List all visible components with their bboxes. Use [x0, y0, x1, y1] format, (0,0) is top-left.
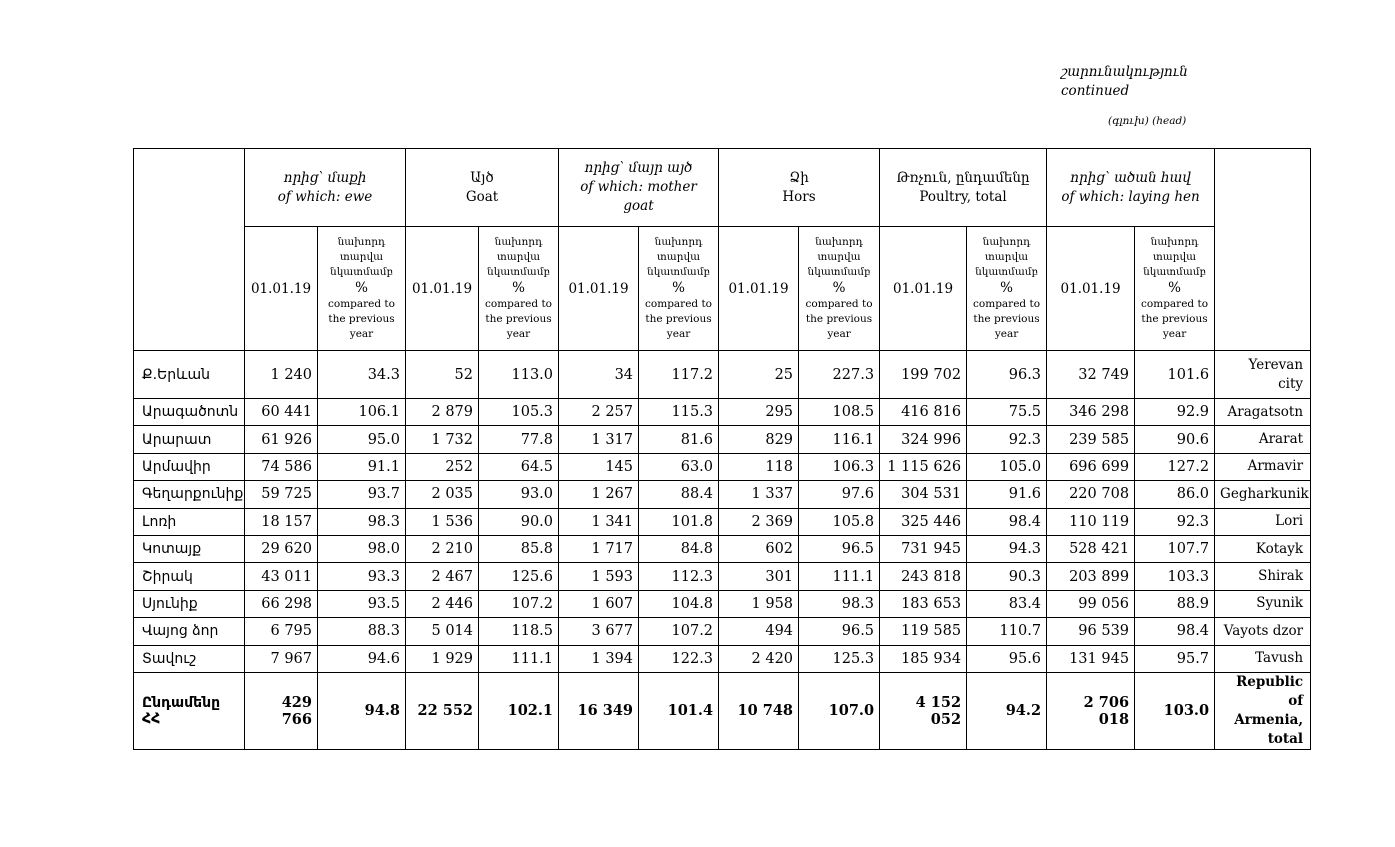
- value-cell: 243 818: [880, 563, 967, 590]
- value-cell: 75.5: [967, 399, 1047, 426]
- value-cell: 81.6: [639, 426, 719, 453]
- group-header-eng: Goat: [465, 188, 499, 205]
- value-cell: 1 929: [406, 645, 479, 672]
- value-cell: 60 441: [245, 399, 318, 426]
- value-cell: 77.8: [479, 426, 559, 453]
- pct-header: [318, 227, 406, 351]
- value-cell: 90.6: [1135, 426, 1215, 453]
- region-name-eng: Ararat: [1215, 426, 1311, 453]
- value-cell: 2 369: [719, 508, 799, 535]
- value-cell: 96 539: [1047, 618, 1135, 645]
- value-cell: 107.0: [799, 672, 880, 749]
- value-cell: 101.8: [639, 508, 719, 535]
- value-cell: 325 446: [880, 508, 967, 535]
- value-cell: 115.3: [639, 399, 719, 426]
- pct-header-sym: %: [672, 280, 685, 296]
- value-cell: 295: [719, 399, 799, 426]
- value-cell: 97.6: [799, 481, 880, 508]
- pct-header-sym: %: [1168, 280, 1181, 296]
- value-cell: 220 708: [1047, 481, 1135, 508]
- group-header: [245, 149, 406, 227]
- date-header: 01.01.19: [719, 227, 799, 351]
- value-cell: 118.5: [479, 618, 559, 645]
- value-cell: 101.6: [1135, 351, 1215, 399]
- table-row: [134, 535, 1311, 562]
- value-cell: 59 725: [245, 481, 318, 508]
- value-cell: 43 011: [245, 563, 318, 590]
- table-row: [134, 426, 1311, 453]
- value-cell: 324 996: [880, 426, 967, 453]
- value-cell: 92.3: [967, 426, 1047, 453]
- value-cell: 95.6: [967, 645, 1047, 672]
- value-cell: 95.7: [1135, 645, 1215, 672]
- value-cell: 111.1: [799, 563, 880, 590]
- value-cell: 18 157: [245, 508, 318, 535]
- value-cell: 94.6: [318, 645, 406, 672]
- value-cell: 829: [719, 426, 799, 453]
- value-cell: 103.0: [1135, 672, 1215, 749]
- value-cell: 96.5: [799, 618, 880, 645]
- value-cell: 110.7: [967, 618, 1047, 645]
- group-header-arm: Ձի: [789, 169, 809, 186]
- value-cell: 239 585: [1047, 426, 1135, 453]
- value-cell: 105.3: [479, 399, 559, 426]
- value-cell: 301: [719, 563, 799, 590]
- value-cell: 34: [559, 351, 639, 399]
- value-cell: 74 586: [245, 453, 318, 480]
- pct-header-arm: նախորդ տարվա նկատմամբ: [647, 236, 710, 278]
- value-cell: 131 945: [1047, 645, 1135, 672]
- value-cell: 199 702: [880, 351, 967, 399]
- pct-header-arm: նախորդ տարվա նկատմամբ: [487, 236, 550, 278]
- table-row: [134, 508, 1311, 535]
- pct-header-arm: նախորդ տարվա նկատմամբ: [1143, 236, 1207, 278]
- region-name-arm: Կոտայք: [134, 535, 245, 562]
- region-name-arm: Սյունիք: [134, 590, 245, 617]
- value-cell: 112.3: [639, 563, 719, 590]
- pct-header-eng: compared to the previous year: [485, 298, 552, 340]
- pct-header-arm: նախորդ տարվա նկատմամբ: [807, 236, 871, 278]
- value-cell: 119 585: [880, 618, 967, 645]
- value-cell: 1 394: [559, 645, 639, 672]
- group-header-arm: որից՝ մայր այծ: [584, 160, 693, 176]
- value-cell: 88.4: [639, 481, 719, 508]
- value-cell: 5 014: [406, 618, 479, 645]
- date-header: 01.01.19: [1047, 227, 1135, 351]
- value-cell: 88.9: [1135, 590, 1215, 617]
- value-cell: 125.3: [799, 645, 880, 672]
- value-cell: 1 607: [559, 590, 639, 617]
- region-name-eng: Kotayk: [1215, 535, 1311, 562]
- value-cell: 92.9: [1135, 399, 1215, 426]
- value-cell: 94.2: [967, 672, 1047, 749]
- group-header-eng: of which: mother goat: [580, 179, 697, 214]
- value-cell: 90.0: [479, 508, 559, 535]
- value-cell: 94.3: [967, 535, 1047, 562]
- continued-note: [1061, 63, 1188, 101]
- value-cell: 95.0: [318, 426, 406, 453]
- value-cell: 108.5: [799, 399, 880, 426]
- value-cell: 2 420: [719, 645, 799, 672]
- value-cell: 98.0: [318, 535, 406, 562]
- region-name-eng: Aragatsotn: [1215, 399, 1311, 426]
- value-cell: 111.1: [479, 645, 559, 672]
- value-cell: 64.5: [479, 453, 559, 480]
- value-cell: 98.4: [967, 508, 1047, 535]
- value-cell: 4 152 052: [880, 672, 967, 749]
- value-cell: 10 748: [719, 672, 799, 749]
- value-cell: 2 879: [406, 399, 479, 426]
- value-cell: 731 945: [880, 535, 967, 562]
- value-cell: 113.0: [479, 351, 559, 399]
- livestock-table: [133, 148, 1311, 750]
- value-cell: 145: [559, 453, 639, 480]
- table-body: [134, 351, 1311, 750]
- table-row: [134, 351, 1311, 399]
- value-cell: 203 899: [1047, 563, 1135, 590]
- value-cell: 106.1: [318, 399, 406, 426]
- value-cell: 3 677: [559, 618, 639, 645]
- value-cell: 25: [719, 351, 799, 399]
- value-cell: 107.7: [1135, 535, 1215, 562]
- pct-header-arm: նախորդ տարվա նկատմամբ: [975, 236, 1039, 278]
- value-cell: 116.1: [799, 426, 880, 453]
- value-cell: 185 934: [880, 645, 967, 672]
- value-cell: 99 056: [1047, 590, 1135, 617]
- region-name-arm: Արարատ: [134, 426, 245, 453]
- pct-header: [639, 227, 719, 351]
- value-cell: 63.0: [639, 453, 719, 480]
- region-name-arm: Տավուշ: [134, 645, 245, 672]
- value-cell: 2 467: [406, 563, 479, 590]
- value-cell: 105.0: [967, 453, 1047, 480]
- region-name-arm: Արմավիր: [134, 453, 245, 480]
- value-cell: 29 620: [245, 535, 318, 562]
- value-cell: 227.3: [799, 351, 880, 399]
- date-header: 01.01.19: [880, 227, 967, 351]
- group-header-eng: of which: ewe: [277, 188, 373, 205]
- value-cell: 1 732: [406, 426, 479, 453]
- value-cell: 93.3: [318, 563, 406, 590]
- value-cell: 1 267: [559, 481, 639, 508]
- value-cell: 96.3: [967, 351, 1047, 399]
- value-cell: 2 210: [406, 535, 479, 562]
- value-cell: 34.3: [318, 351, 406, 399]
- value-cell: 88.3: [318, 618, 406, 645]
- date-header: 01.01.19: [245, 227, 318, 351]
- value-cell: 304 531: [880, 481, 967, 508]
- value-cell: 494: [719, 618, 799, 645]
- value-cell: 416 816: [880, 399, 967, 426]
- value-cell: 1 341: [559, 508, 639, 535]
- continued-english: continued: [1061, 83, 1130, 99]
- value-cell: 16 349: [559, 672, 639, 749]
- group-header: [1047, 149, 1215, 227]
- group-header-arm: որից՝ մաքի: [283, 169, 367, 186]
- value-cell: 346 298: [1047, 399, 1135, 426]
- table-row: [134, 590, 1311, 617]
- pct-header-sym: %: [355, 280, 368, 296]
- value-cell: 104.8: [639, 590, 719, 617]
- value-cell: 122.3: [639, 645, 719, 672]
- value-cell: 528 421: [1047, 535, 1135, 562]
- region-name-eng: Gegharkunik: [1215, 481, 1311, 508]
- value-cell: 22 552: [406, 672, 479, 749]
- table-row: [134, 618, 1311, 645]
- sub-header-row: [134, 227, 1311, 351]
- region-name-eng: Lori: [1215, 508, 1311, 535]
- pct-header: [967, 227, 1047, 351]
- value-cell: 602: [719, 535, 799, 562]
- date-header: 01.01.19: [559, 227, 639, 351]
- region-name-arm: Վայոց ձոր: [134, 618, 245, 645]
- pct-header: [799, 227, 880, 351]
- value-cell: 84.8: [639, 535, 719, 562]
- region-name-eng: Armavir: [1215, 453, 1311, 480]
- table-row: [134, 453, 1311, 480]
- head-note: (գլուխ) (head): [1108, 115, 1187, 127]
- pct-header-eng: compared to the previous year: [973, 298, 1041, 340]
- value-cell: 2 035: [406, 481, 479, 508]
- value-cell: 1 593: [559, 563, 639, 590]
- pct-header: [1135, 227, 1215, 351]
- region-name-eng: Tavush: [1215, 645, 1311, 672]
- value-cell: 183 653: [880, 590, 967, 617]
- corner-cell-right: [1215, 149, 1311, 351]
- value-cell: 93.5: [318, 590, 406, 617]
- region-name-eng: Syunik: [1215, 590, 1311, 617]
- value-cell: 105.8: [799, 508, 880, 535]
- value-cell: 86.0: [1135, 481, 1215, 508]
- value-cell: 127.2: [1135, 453, 1215, 480]
- value-cell: 2 257: [559, 399, 639, 426]
- corner-cell: [134, 149, 245, 351]
- value-cell: 66 298: [245, 590, 318, 617]
- value-cell: 96.5: [799, 535, 880, 562]
- table-row: [134, 672, 1311, 749]
- pct-header-eng: compared to the previous year: [1141, 298, 1209, 340]
- value-cell: 429 766: [245, 672, 318, 749]
- value-cell: 85.8: [479, 535, 559, 562]
- pct-header-eng: compared to the previous year: [805, 298, 873, 340]
- value-cell: 98.3: [799, 590, 880, 617]
- value-cell: 101.4: [639, 672, 719, 749]
- value-cell: 118: [719, 453, 799, 480]
- group-header-row: [134, 149, 1311, 227]
- value-cell: 1 958: [719, 590, 799, 617]
- value-cell: 1 337: [719, 481, 799, 508]
- value-cell: 125.6: [479, 563, 559, 590]
- value-cell: 1 115 626: [880, 453, 967, 480]
- value-cell: 61 926: [245, 426, 318, 453]
- value-cell: 1 536: [406, 508, 479, 535]
- region-name-arm: Շիրակ: [134, 563, 245, 590]
- pct-header-arm: նախորդ տարվա նկատմամբ: [330, 236, 393, 278]
- pct-header-eng: compared to the previous year: [328, 298, 395, 340]
- table-row: [134, 563, 1311, 590]
- value-cell: 102.1: [479, 672, 559, 749]
- group-header-arm: Թռչուն, ընդամենը: [896, 169, 1030, 186]
- pct-header-sym: %: [1000, 280, 1013, 296]
- region-name-eng: Shirak: [1215, 563, 1311, 590]
- table-row: [134, 399, 1311, 426]
- value-cell: 83.4: [967, 590, 1047, 617]
- region-name-arm: Գեղարքունիք: [134, 481, 245, 508]
- pct-header-eng: compared to the previous year: [645, 298, 713, 340]
- region-name-eng: Yerevan city: [1215, 351, 1311, 399]
- value-cell: 32 749: [1047, 351, 1135, 399]
- value-cell: 91.6: [967, 481, 1047, 508]
- value-cell: 110 119: [1047, 508, 1135, 535]
- date-header: 01.01.19: [406, 227, 479, 351]
- value-cell: 91.1: [318, 453, 406, 480]
- region-name-arm: Ընդամենը ՀՀ: [134, 672, 245, 749]
- group-header: [880, 149, 1047, 227]
- value-cell: 107.2: [479, 590, 559, 617]
- group-header-eng: Hors: [782, 188, 816, 205]
- value-cell: 1 317: [559, 426, 639, 453]
- group-header: [406, 149, 559, 227]
- group-header-arm: Այծ: [470, 169, 494, 186]
- pct-header-sym: %: [512, 280, 525, 296]
- value-cell: 7 967: [245, 645, 318, 672]
- value-cell: 94.8: [318, 672, 406, 749]
- value-cell: 1 717: [559, 535, 639, 562]
- group-header: [559, 149, 719, 227]
- value-cell: 106.3: [799, 453, 880, 480]
- table-head: [134, 149, 1311, 351]
- continued-armenian: շարունակություն: [1061, 64, 1188, 80]
- value-cell: 696 699: [1047, 453, 1135, 480]
- group-header-eng: of which: laying hen: [1061, 188, 1200, 205]
- region-name-eng: Republic of Armenia, total: [1215, 672, 1311, 749]
- value-cell: 98.3: [318, 508, 406, 535]
- value-cell: 1 240: [245, 351, 318, 399]
- table-row: [134, 481, 1311, 508]
- value-cell: 98.4: [1135, 618, 1215, 645]
- value-cell: 2 446: [406, 590, 479, 617]
- pct-header-sym: %: [832, 280, 846, 296]
- group-header-arm: որից՝ ածան հավ: [1070, 169, 1191, 186]
- region-name-eng: Vayots dzor: [1215, 618, 1311, 645]
- value-cell: 103.3: [1135, 563, 1215, 590]
- value-cell: 117.2: [639, 351, 719, 399]
- region-name-arm: Արագածոտն: [134, 399, 245, 426]
- value-cell: 107.2: [639, 618, 719, 645]
- group-header-eng: Poultry, total: [919, 188, 1007, 205]
- group-header: [719, 149, 880, 227]
- region-name-arm: Ք.Երևան: [134, 351, 245, 399]
- region-name-arm: Լոռի: [134, 508, 245, 535]
- value-cell: 92.3: [1135, 508, 1215, 535]
- value-cell: 6 795: [245, 618, 318, 645]
- value-cell: 93.0: [479, 481, 559, 508]
- pct-header: [479, 227, 559, 351]
- value-cell: 93.7: [318, 481, 406, 508]
- value-cell: 52: [406, 351, 479, 399]
- value-cell: 90.3: [967, 563, 1047, 590]
- value-cell: 2 706 018: [1047, 672, 1135, 749]
- table-row: [134, 645, 1311, 672]
- value-cell: 252: [406, 453, 479, 480]
